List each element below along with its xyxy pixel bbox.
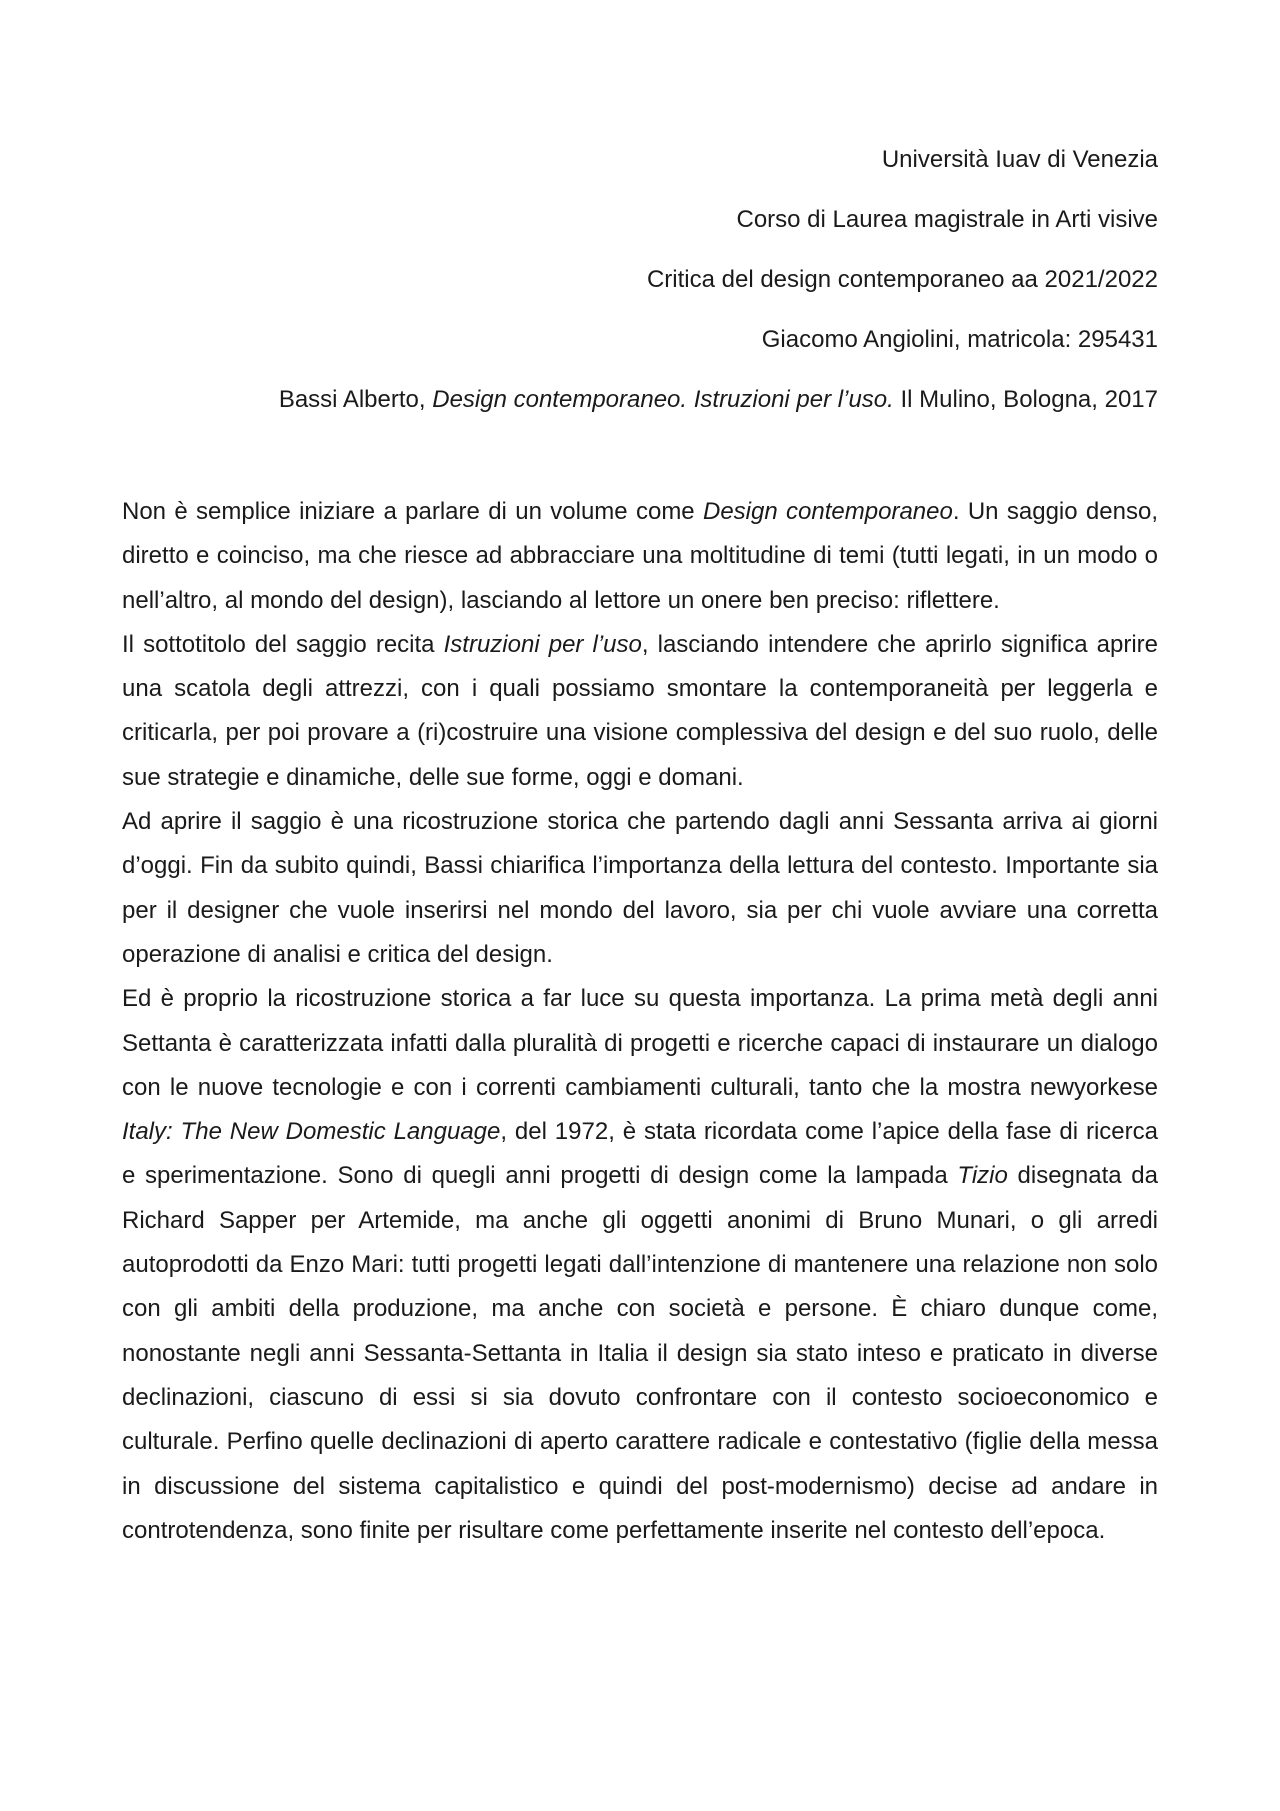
paragraph-4-text-c: , del 1972, è stata ricordata come l’apice della fase di ricerca e sperimentazione. Sono di quegli anni progetti di design come la lampada — [122, 1118, 1158, 1190]
paragraph-2-text-a: Il sottotitolo del saggio recita — [122, 630, 444, 658]
student-line: Giacomo Angiolini, matricola: 295431 — [761, 326, 1158, 353]
paragraph-1 — [122, 490, 1158, 623]
reference-publisher: Il Mulino, Bologna, 2017 — [893, 386, 1158, 413]
paragraph-1-italic-title: Design contemporaneo — [703, 498, 953, 525]
paragraph-4-text-e: disegnata da Richard Sapper per Artemide, ma anche gli oggetti anonimi di Bruno Munari, o gli arredi autoprodotti da Enzo Mari: tutti progetti legati dall’intenzione di mantenere una relazione non solo con gli ambiti della produzione, ma anche con società e persone. È chiaro dunque come, nonostante negli anni Sessanta-Settanta in Italia il design sia stato inteso e praticato in diverse declinazioni, ciascuno di essi si sia dovuto confrontare con il contesto socioeconomico e culturale. Perfino quelle declinazioni di aperto carattere radicale e contestativo (figlie della messa in discussione del sistema capitalistico e quindi del post-modernismo) decise ad andare in controtendenza, sono finite per risultare come perfettamente inserite nel contesto dell’epoca. — [122, 1162, 1158, 1544]
reference-author: Bassi Alberto, — [278, 386, 433, 413]
paragraph-4-italic-lamp: Tizio — [957, 1162, 1008, 1190]
course-line: Corso di Laurea magistrale in Arti visive — [736, 206, 1158, 233]
reference-line — [158, 385, 1158, 445]
paragraph-1-text-a: Non è semplice iniziare a parlare di un volume come — [122, 498, 703, 525]
paragraph-4-italic-exhibition: Italy: The New Domestic Language — [122, 1118, 501, 1146]
paragraph-4 — [122, 977, 1158, 1553]
paragraph-4-text-a: Ed è proprio la ricostruzione storica a far luce su questa importanza. La prima metà degli anni Settanta è caratterizzata infatti dalla pluralità di progetti e ricerche capaci di instaurare un dialogo con le nuove tecnologie e con i correnti cambiamenti culturali, tanto che la mostra newyorkese — [122, 985, 1158, 1101]
paragraph-2-text-c: , lasciando intendere che aprirlo significa aprire una scatola degli attrezzi, con i quali possiamo smontare la contemporaneità per leggerla e criticarla, per poi provare a (ri)costruire una visione complessiva del design e del suo ruolo, delle sue strategie e dinamiche, delle sue forme, oggi e domani. — [122, 630, 1159, 791]
reference-title: Design contemporaneo. Istruzioni per l’uso. — [432, 386, 894, 413]
subject-line: Critica del design contemporaneo aa 2021/2022 — [646, 266, 1158, 293]
document-header — [158, 145, 1158, 445]
university-line: Università Iuav di Venezia — [881, 146, 1158, 173]
paragraph-1-text-c: . Un saggio denso, diretto e coinciso, ma che riesce ad abbracciare una moltitudine di temi (tutti legati, in un modo o nell’altro, al mondo del design), lasciando al lettore un onere ben preciso: riflettere. — [122, 498, 1158, 614]
paragraph-2-italic-subtitle: Istruzioni per l’uso — [443, 630, 642, 658]
essay-body — [122, 490, 1158, 1553]
paragraph-3: Ad aprire il saggio è una ricostruzione storica che partendo dagli anni Sessanta arriva ai giorni d’oggi. Fin da subito quindi, Bassi chiarifica l’importanza della lettura del contesto. Importante sia per il designer che vuole inserirsi nel mondo del lavoro, sia per chi vuole avviare una corretta operazione di analisi e critica del design. — [122, 808, 1158, 968]
paragraph-2 — [122, 623, 1158, 800]
